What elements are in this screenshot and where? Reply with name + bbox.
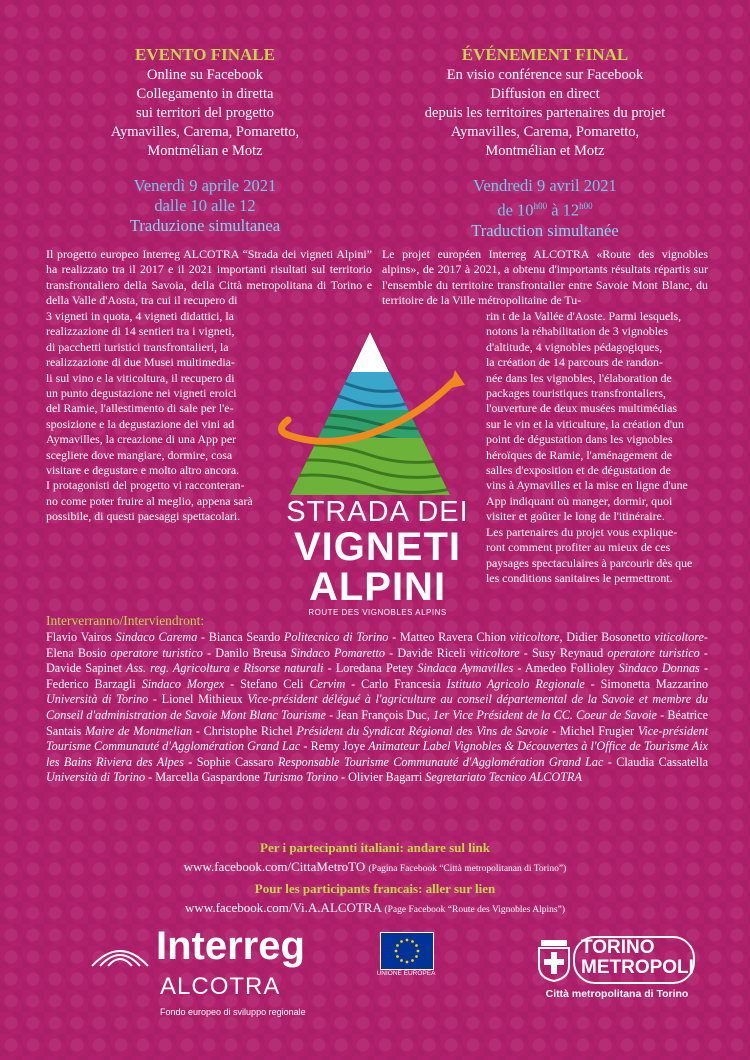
- link-note-fr: (Page Facebook “Route des Vignobles Alpins”): [384, 905, 565, 915]
- header-fr-line: depuis les territoires partenaires du projet: [424, 105, 666, 121]
- paragraph-french-body: rin t de la Vallée d'Aoste. Parmi lesquels, notons la réhabilitation de 3 vignobles d'altitude, 4 vignobles pédagogiques, la création de 14 parcours de randon- née dans les vignobles, l'élaboration de packages touristiques transfrontaliers, l'ouverture de deux musées multimédias sur le vin et la viticulture, la création d'un point de dégustation dans les vignobles héroïques de Ramie, l'aménagement de salles d'exposition et de dégustation de vins à Aymavilles et la mise en ligne d'une App indiquant où manger, dormir, quoi visiter et goûter le long de l'itinéraire. Les partenaires du projet vous explique- ront comment profiter au mieux de ces paysages spectaculaires à parcourir dès que les conditions sanitaires le permettront.: [486, 309, 693, 585]
- date-it-time: dalle 10 alle 12: [154, 196, 256, 215]
- date-it-day: Venerdì 9 aprile 2021: [133, 176, 277, 195]
- logo-line-alpini: ALPINI: [308, 565, 447, 609]
- facebook-link-it[interactable]: www.facebook.com/CittaMetroTO: [183, 859, 366, 874]
- header-fr-line: Montmélian et Motz: [485, 143, 605, 159]
- strada-vigneti-logo: [270, 310, 485, 617]
- header-it-line: sui territori del progetto: [135, 105, 275, 121]
- header-italian: [40, 44, 370, 161]
- interreg-wordmark: Interreg: [156, 924, 305, 968]
- facebook-links: [40, 838, 710, 920]
- mountain-vineyard-icon: [270, 310, 485, 500]
- event-title-fr: ÉVÉNEMENT FINAL: [461, 45, 629, 64]
- speakers-heading: Interverranno/Interviendront:: [46, 613, 205, 628]
- date-italian: [40, 176, 370, 236]
- header-french: [380, 44, 710, 161]
- eu-label: UNIONE EUROPEA: [376, 970, 436, 977]
- header-it-line: Collegamento in diretta: [136, 86, 274, 102]
- header-fr-line: Aymavilles, Carema, Pomaretto,: [450, 124, 640, 140]
- eu-star: [415, 955, 418, 958]
- date-fr-time: de $10^{h00}$ à $12^{h00}$: [497, 200, 593, 220]
- torino-text: TORINO: [581, 937, 655, 958]
- eu-star: [400, 959, 403, 962]
- torino-shield-icon: [537, 938, 571, 982]
- paragraph-italian-top: Il progetto europeo Interreg ALCOTRA “Strada dei vigneti Alpini” ha realizzato tra il 2017 e il 2021 importanti risultati sul territorio transfrontaliero della Savoia, della Città metropolitana di Torino e della Valle d'Aosta, tra cui il recupero di: [46, 247, 372, 308]
- eu-star: [400, 940, 403, 943]
- link-label-it: Per i partecipanti italiani: andare sul link: [260, 840, 490, 855]
- eu-star: [406, 961, 409, 964]
- metropoli-text: METROPOLI: [581, 957, 694, 978]
- eu-star: [411, 940, 414, 943]
- header-it-line: Aymavilles, Carema, Pomaretto,: [110, 124, 300, 140]
- eu-star: [417, 950, 420, 953]
- header-it-line: Montmélian e Motz: [147, 143, 263, 159]
- date-fr-day: Vendredi 9 avril 2021: [473, 176, 617, 195]
- paragraph-french-top: Le projet européen Interreg ALCOTRA «Route des vignobles alpins», de 2017 à 2021, a obtenu d'importants résultats répartis sur l'ensemble du territoire transfrontalier entre Savoie Mont Blanc, du territoire de la Ville métropolitaine de Tu-: [382, 247, 708, 308]
- date-fr-translation: Traduction simultanée: [471, 220, 619, 240]
- logo-line-vigneti: VIGNETI: [293, 525, 462, 569]
- header-it-line: Online su Facebook: [147, 67, 263, 83]
- eu-star: [396, 955, 399, 958]
- date-it-translation: Traduzione simultanea: [129, 216, 281, 235]
- torino-metropoli-logo: [537, 936, 697, 1006]
- eu-star: [406, 939, 409, 942]
- eu-star: [411, 959, 414, 962]
- link-label-fr: Pour les participants francais: aller sur lien: [254, 881, 496, 896]
- event-title-it: EVENTO FINALE: [135, 45, 275, 64]
- paragraph-italian-body: 3 vigneti in quota, 4 vigneti didattici, la realizzazione di 14 sentieri tra i vigneti, di pacchetti turistici transfrontalieri, la realizzazione di due Musei multimedia- li sul vino e la viticoltura, il recupero di un punto degustazione nei vigneti eroici del Ramie, l'allestimento di sale per l'e- sposizione e la degustazione dei vini ad Aymavilles, la creazione di una App per scegliere dove mangiare, dormire, cosa visitare e degustare e molto altro ancora. I protagonisti del progetto vi racconteran- no come poter fruire al meglio, appena sarà possibile, di questi paesaggi spettacolari.: [46, 309, 253, 524]
- interreg-arc-icon: [90, 940, 150, 968]
- alcotra-wordmark: ALCOTRA: [160, 973, 281, 1000]
- fondo-europeo-text: Fondo europeo di sviluppo regionale: [160, 1007, 306, 1017]
- date-french: [380, 176, 710, 241]
- header-fr-line: En visio conférence sur Facebook: [446, 67, 644, 83]
- eu-star: [415, 944, 418, 947]
- header-fr-line: Diffusion en direct: [490, 86, 600, 102]
- logo-line-strada: STRADA DEI: [286, 496, 469, 528]
- eu-stars-icon: [381, 933, 433, 969]
- facebook-link-fr[interactable]: www.facebook.com/Vi.A.ALCOTRA: [185, 900, 382, 915]
- eu-star: [396, 944, 399, 947]
- eu-star: [395, 950, 398, 953]
- link-note-it: (Pagina Facebook “Città metropolitanan di Torino”): [368, 864, 567, 874]
- citta-metropolitana-text: Città metropolitana di Torino: [545, 988, 689, 1000]
- speakers-list: Flavio Vairos Sindaco Carema - Bianca Seardo Politecnico di Torino - Matteo Ravera Chion viticoltore, Didier Bosonetto viticoltore- Elena Bosio operatore turistico - Danilo Breusa Sindaco Pomaretto - Davide Riceli viticoltore - Susy Reynaud operatore turistico - Davide Sapinet Ass. reg. Agricoltura e Risorse naturali - Loredana Petey Sindaca Aymavilles - Amedeo Follioley Sindaco Donnas - Federico Barzagli Sindaco Morgex - Stefano Celi Cervim - Carlo Francesia Istituto Agricolo Regionale - Simonetta Mazzarino Università di Torino - Lionel Mithieux Vice-président délégué à l'agriculture au conseil départemental de la Savoie et membre du Conseil d'administration de Savoie Mont Blanc Tourisme - Jean François Duc, 1er Vice Président de la CC. Coeur de Savoie - Béatrice Santais Maire de Montmelian - Christophe Richel Président du Syndicat Régional des Vins de Savoie - Michel Frugier Vice-président Tourisme Communauté d'Agglomération Grand Lac - Remy Joye Animateur Label Vignobles & Découvertes à l'Office de Tourisme Aix les Bains Riviera des Alpes - Sophie Cassaro Responsable Tourisme Communauté d'Agglomération Grand Lac - Claudia Cassatella Università di Torino - Marcella Gaspardone Turismo Torino - Olivier Bagarri Segretariato Tecnico ALCOTRA: [46, 630, 709, 785]
- eu-flag: [380, 932, 434, 970]
- logo-line-route: ROUTE DES VIGNOBLES ALPINS: [308, 608, 447, 617]
